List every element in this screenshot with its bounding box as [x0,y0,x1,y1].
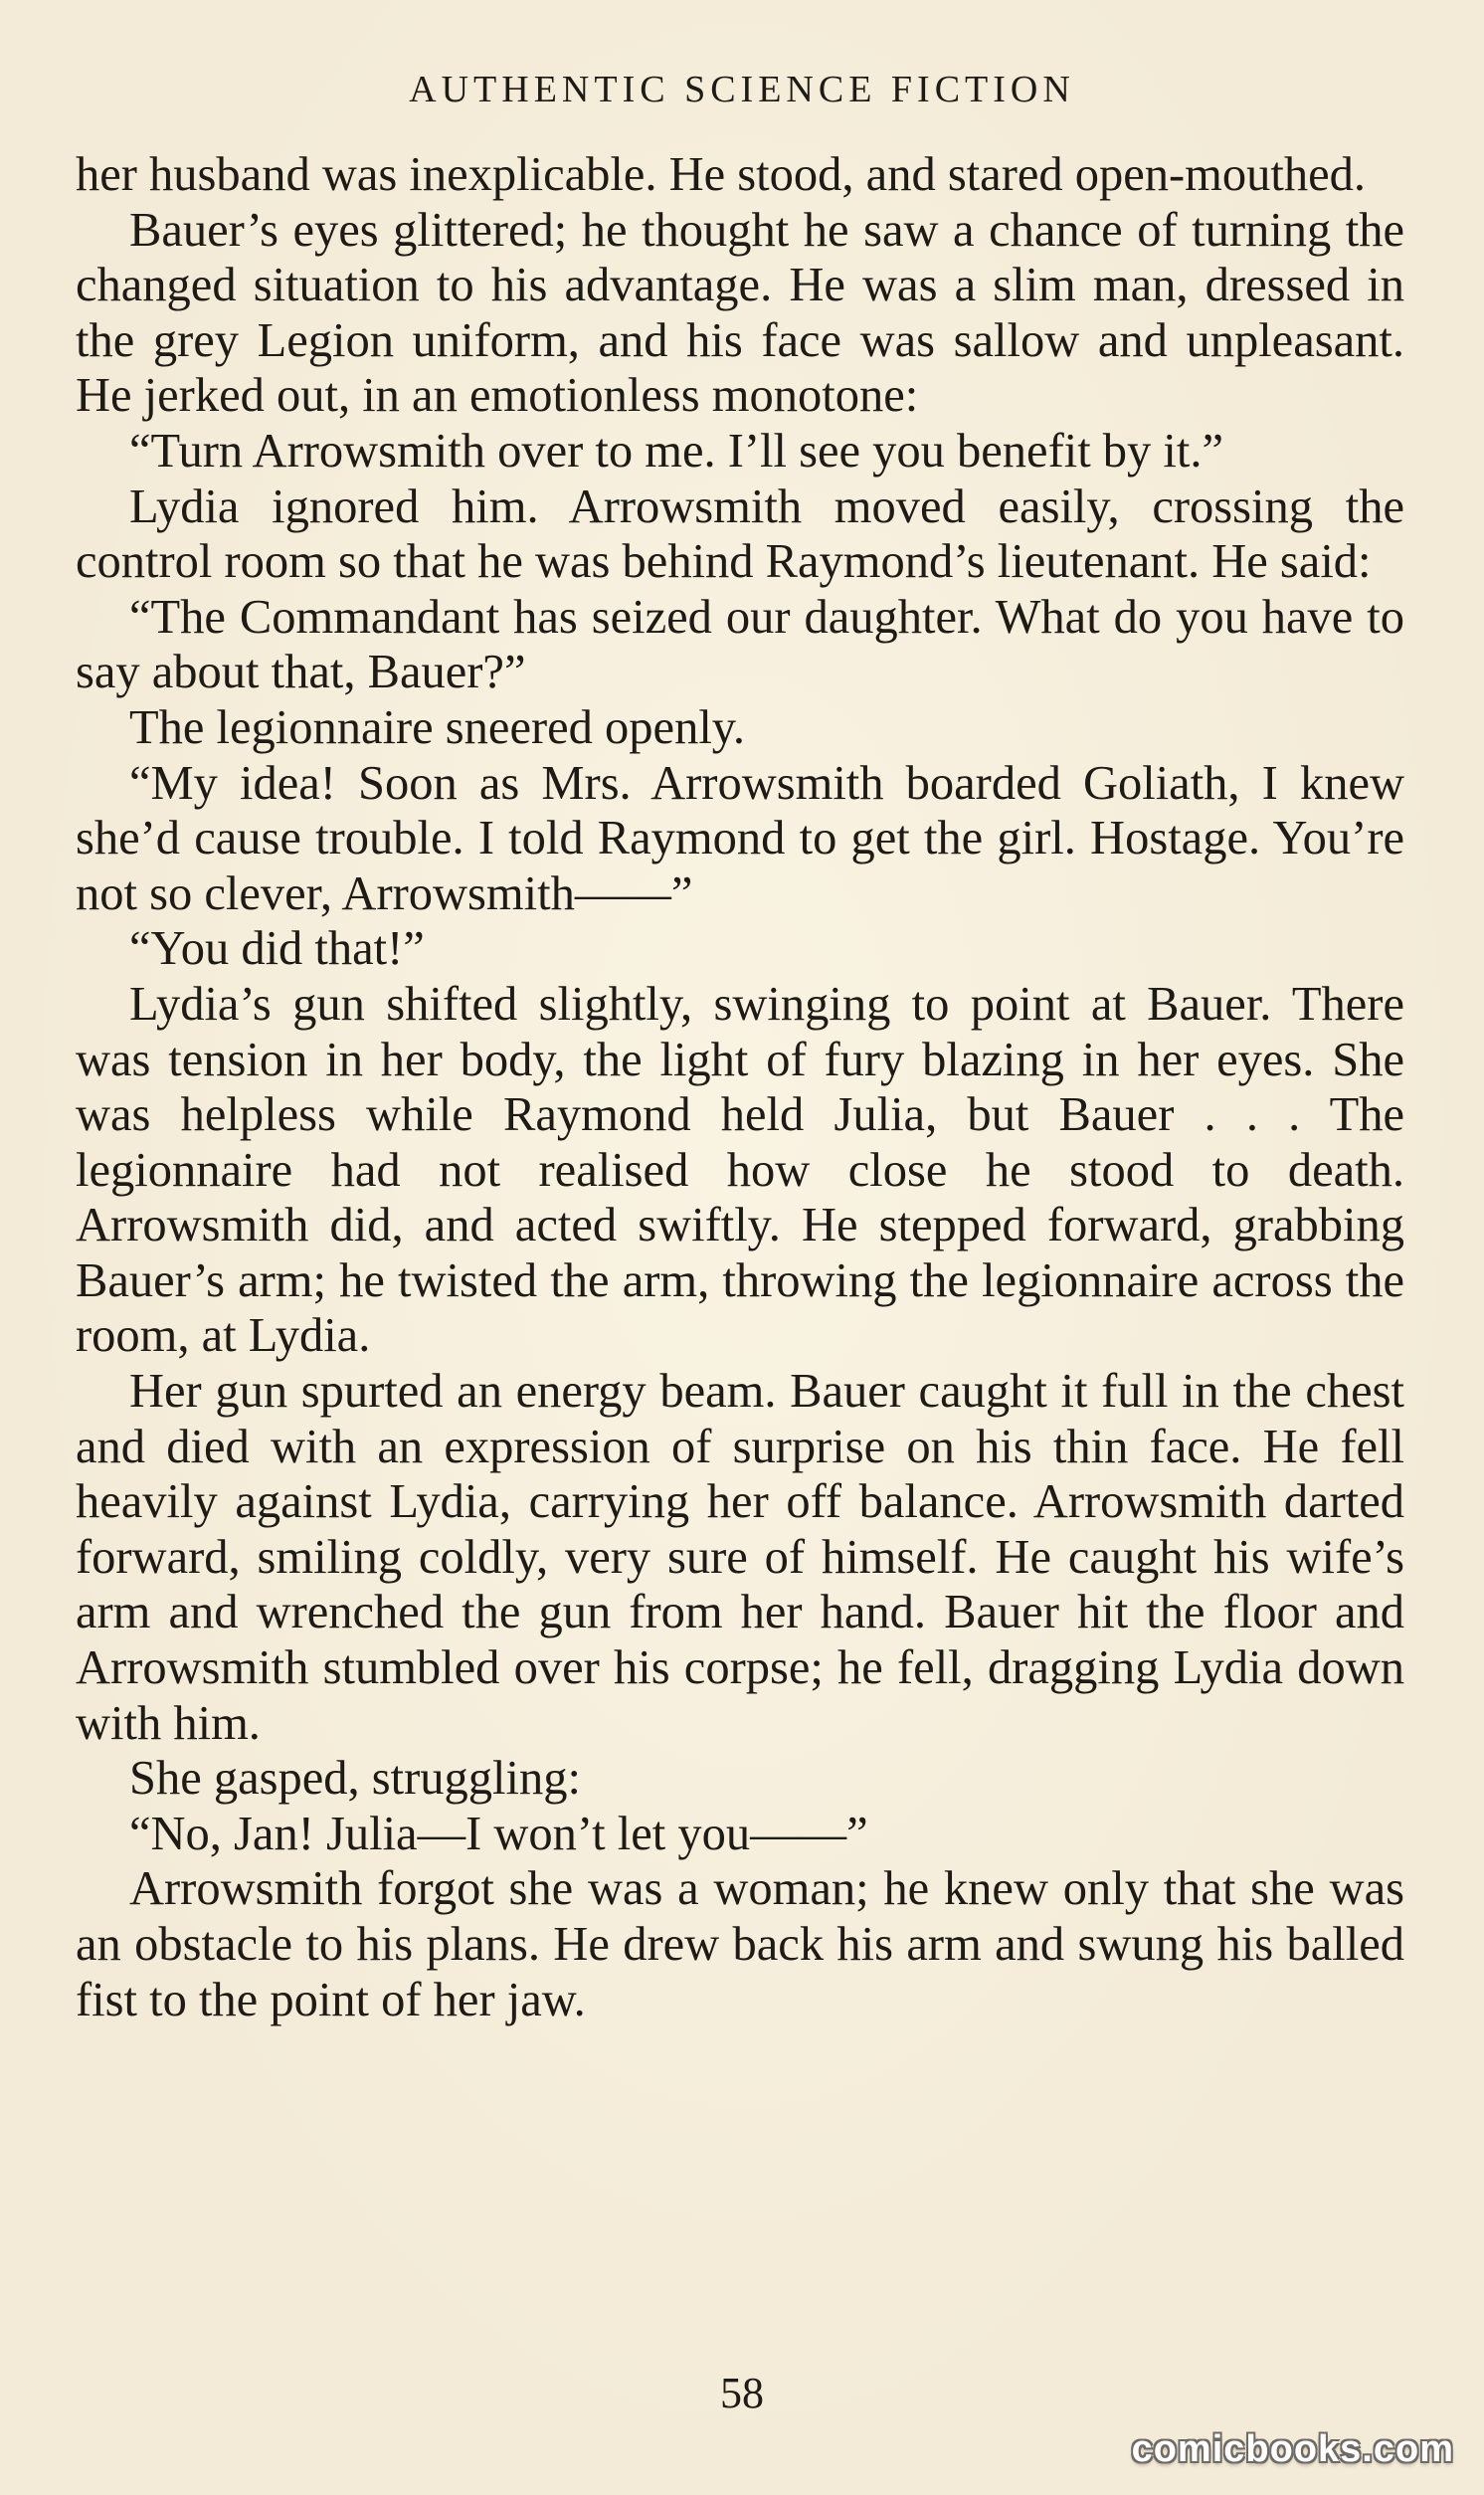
paragraph: She gasped, struggling: [129,1752,581,1806]
paragraph: The legionnaire sneered openly. [129,700,746,754]
paragraph: “My idea! Soon as Mrs. Arrowsmith boarded Goliath, I knew she’d cause trouble. I told Raymond to get the girl. Hostage. You’re not so clever, Arrowsmith——” [76,756,1404,920]
site-watermark: comicbooks.com [1131,2428,1454,2470]
paragraph: Her gun spurted an energy beam. Bauer caught it full in the chest and died with an expression of surprise on his thin face. He fell heavily against Lydia, carrying her off balance. Arrowsmith darted forward, smiling coldly, very sure of himself. He caught his wife’s arm and wrenched the gun from her hand. Bauer hit the floor and Arrowsmith stumbled over his corpse; he fell, dragging Lydia down with him. [76,1365,1404,1750]
paragraph: her husband was inexplicable. He stood, and stared open-mouthed. [76,148,1367,201]
page-number: 58 [720,2369,764,2417]
paragraph: Arrowsmith forgot she was a woman; he knew only that she was an obstacle to his plans. He drew back his arm and swung his balled fist to the point of her jaw. [76,1862,1404,2026]
paragraph: “Turn Arrowsmith over to me. I’ll see you benefit by it.” [129,424,1224,478]
paragraph: “You did that!” [129,922,425,976]
paragraph: “The Commandant has seized our daughter. What do you have to say about that, Bauer?” [76,590,1404,699]
paragraph: Lydia ignored him. Arrowsmith moved easily, crossing the control room so that he was behind Raymond’s lieutenant. He said: [76,480,1404,589]
paragraph: “No, Jan! Julia—I won’t let you——” [129,1807,868,1860]
running-head: AUTHENTIC SCIENCE FICTION [409,69,1075,110]
body-text [76,147,1404,2027]
paragraph: Lydia’s gun shifted slightly, swinging to point at Bauer. There was tension in her body, the light of fury blazing in her eyes. She was helpless while Raymond held Julia, but Bauer . . . The legionnaire had not realised how close he stood to death. Arrowsmith did, and acted swiftly. He stepped forward, grabbing Bauer’s arm; he twisted the arm, throwing the legionnaire across the room, at Lydia. [76,977,1404,1363]
paragraph: Bauer’s eyes glittered; he thought he saw a chance of turning the changed situation to his advantage. He was a slim man, dressed in the grey Legion uniform, and his face was sallow and unpleasant. He jerked out, in an emotionless monotone: [76,203,1404,423]
